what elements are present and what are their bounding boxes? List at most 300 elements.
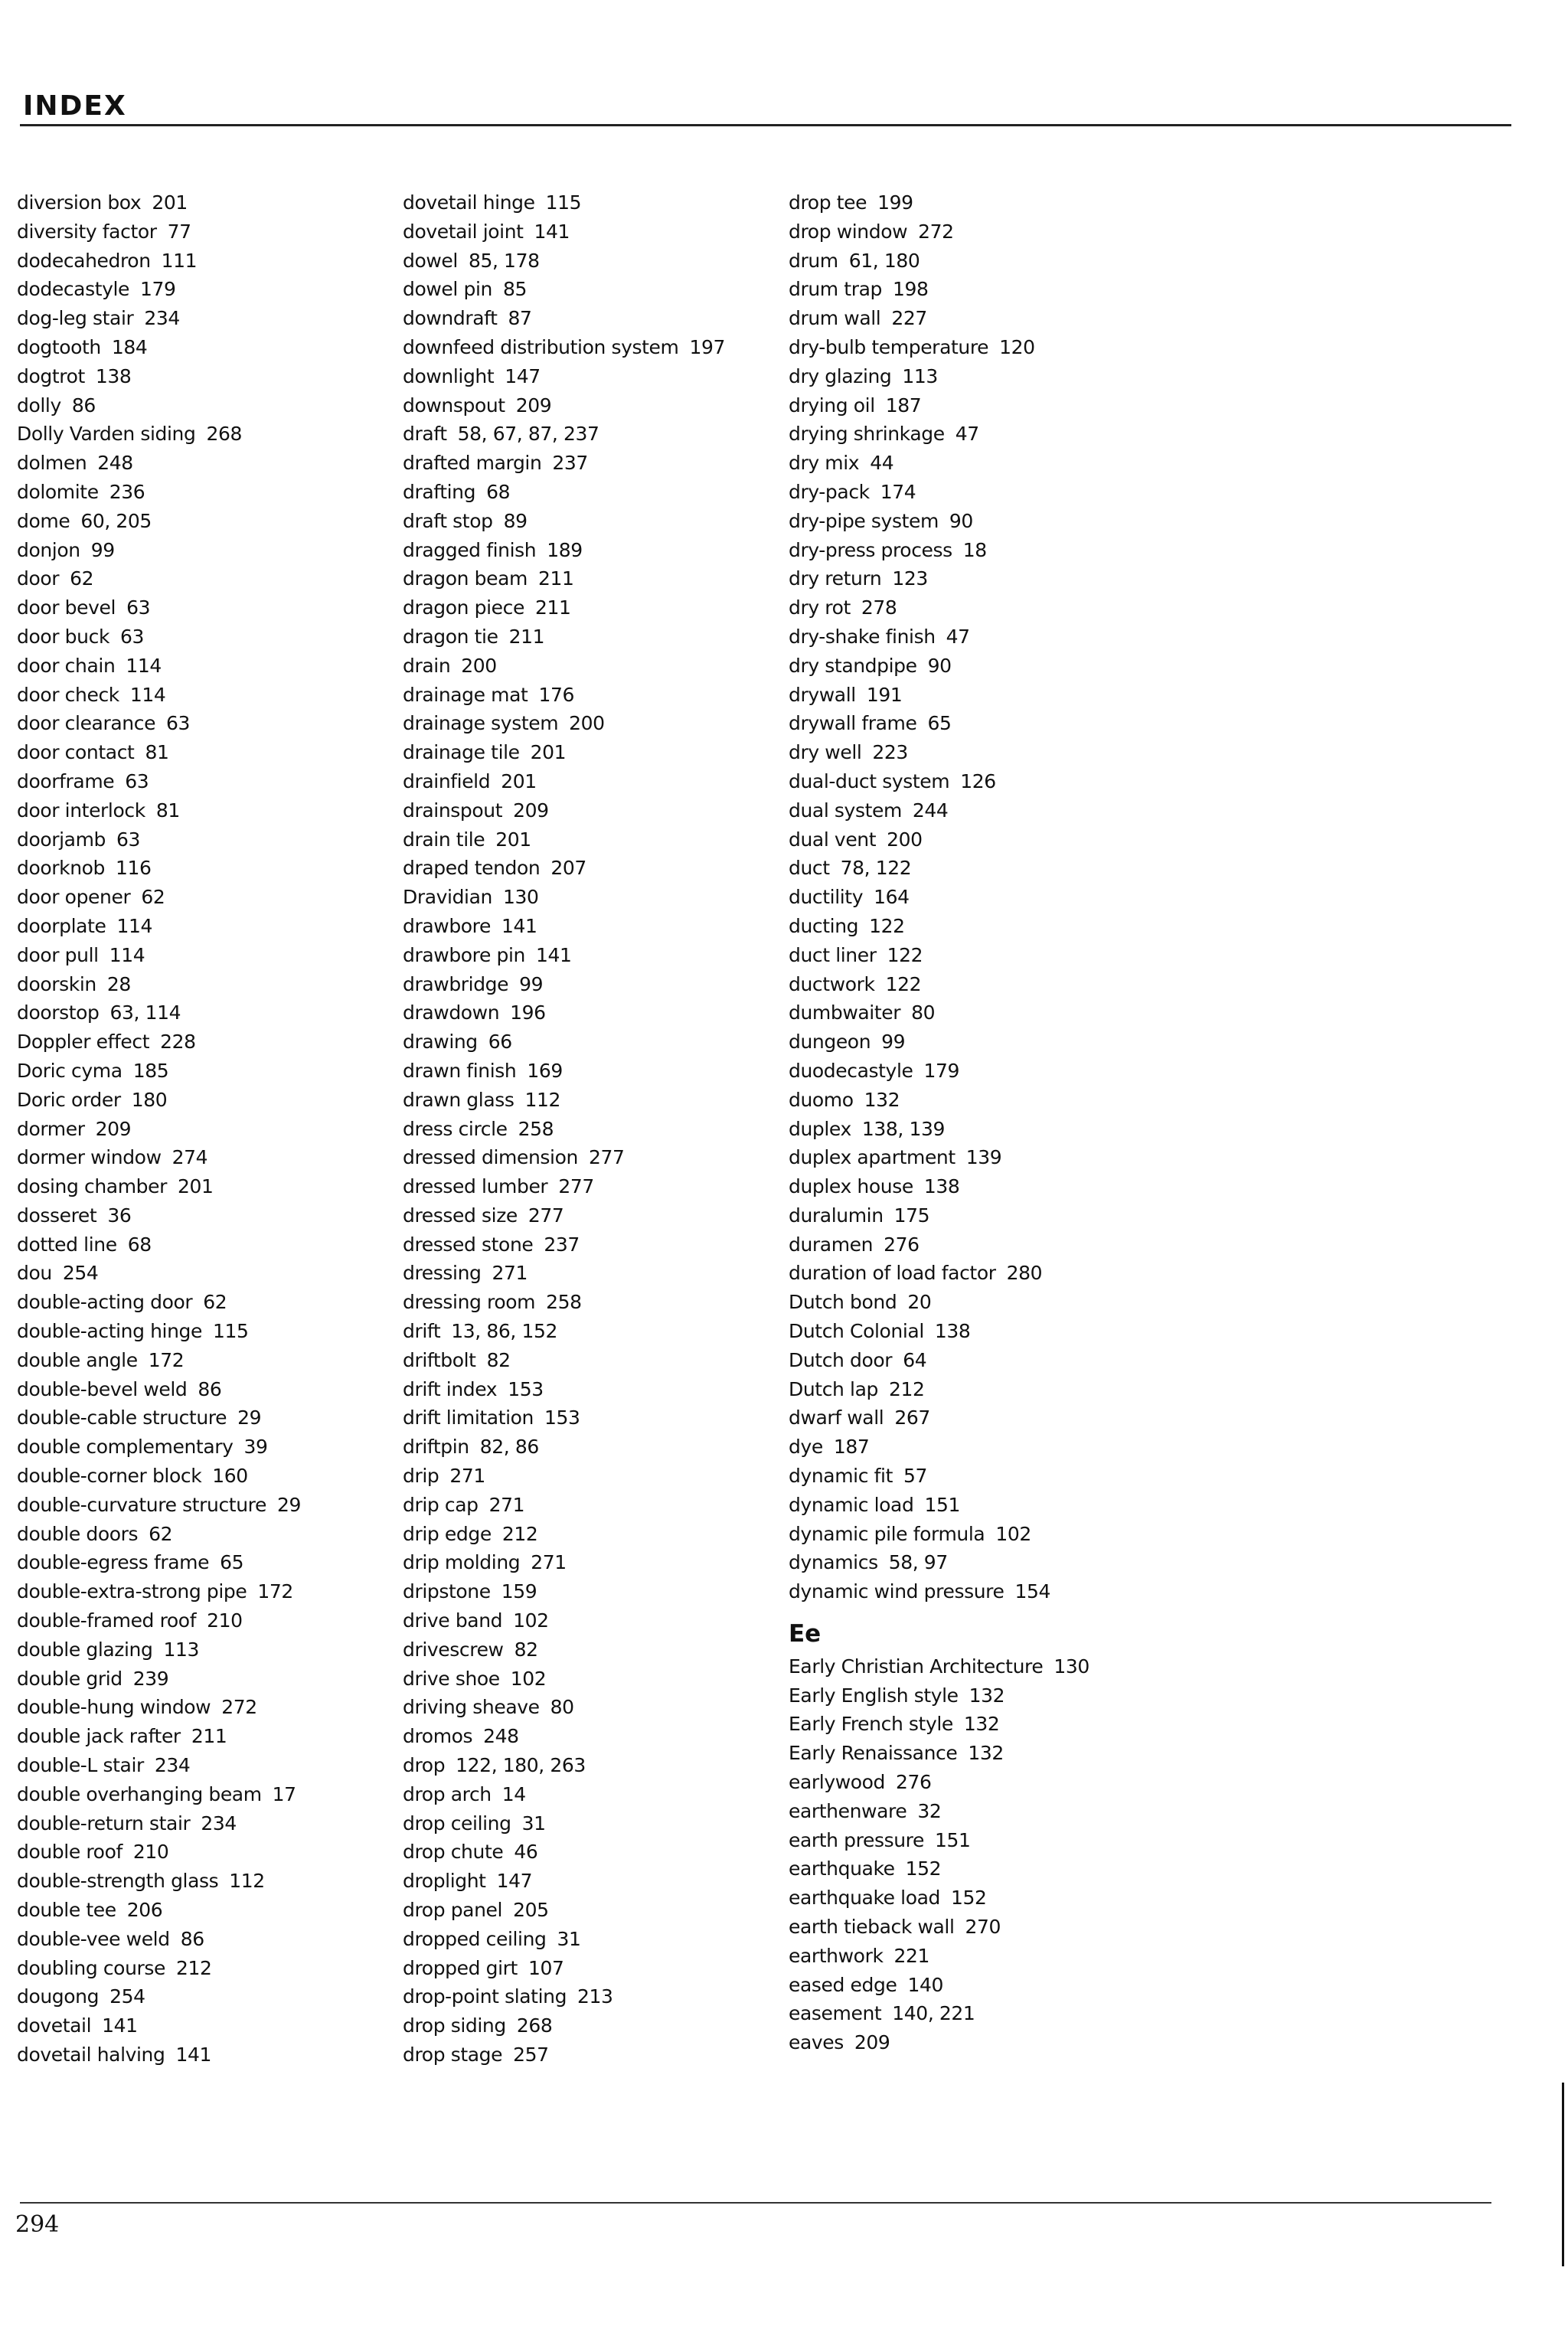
index-pages: 132 <box>969 1684 1005 1707</box>
index-pages: 28 <box>106 972 131 995</box>
index-term: drop <box>403 1754 446 1777</box>
index-pages: 160 <box>212 1465 248 1488</box>
index-entry <box>17 1143 446 1172</box>
index-term: diversion box <box>17 191 142 214</box>
index-term: draft <box>403 423 447 446</box>
index-entry <box>403 912 831 941</box>
index-entry <box>789 1854 1217 1884</box>
index-pages: 140, 221 <box>892 2002 975 2025</box>
index-pages: 63, 114 <box>109 1001 181 1024</box>
index-pages: 176 <box>538 683 574 706</box>
index-term: drawbridge <box>403 972 509 995</box>
index-entry <box>789 449 1217 478</box>
index-pages: 201 <box>530 741 567 764</box>
index-pages: 209 <box>854 2031 890 2054</box>
index-term: drip molding <box>403 1551 521 1574</box>
page-title: INDEX <box>23 90 127 122</box>
index-entry <box>17 2040 446 2070</box>
page-number: 294 <box>15 2211 60 2238</box>
index-pages: 122 <box>887 943 923 966</box>
index-term: drive band <box>403 1609 503 1632</box>
index-term: dogtrot <box>17 364 85 387</box>
index-pages: 278 <box>861 596 897 619</box>
index-entry <box>403 1635 831 1665</box>
index-entry <box>403 1548 831 1577</box>
index-term: double-bevel weld <box>17 1377 188 1400</box>
index-term: drip cap <box>403 1493 479 1516</box>
index-entry <box>403 1954 831 1983</box>
index-term: dripstone <box>403 1580 491 1603</box>
index-term: ductility <box>789 886 864 909</box>
index-entry <box>789 1086 1217 1115</box>
index-entry <box>17 275 446 304</box>
index-entry <box>403 1375 831 1404</box>
index-pages: 62 <box>149 1522 173 1545</box>
index-entry <box>789 1913 1217 1942</box>
index-term: drainspout <box>403 799 503 822</box>
index-entry <box>403 1751 831 1780</box>
index-entry <box>17 1172 446 1201</box>
index-term: drafting <box>403 480 476 503</box>
index-pages: 63 <box>116 828 141 851</box>
index-term: doorframe <box>17 769 115 792</box>
index-entry <box>789 1433 1217 1462</box>
index-pages: 123 <box>892 567 928 590</box>
scan-edge-mark <box>1562 2083 1564 2266</box>
index-term: dolomite <box>17 480 99 503</box>
index-term: door check <box>17 683 119 706</box>
index-entry <box>17 738 446 767</box>
index-term: drawbore <box>403 914 491 937</box>
index-pages: 270 <box>965 1916 1001 1939</box>
index-entry <box>17 362 446 391</box>
index-entry <box>403 1462 831 1491</box>
index-entry <box>789 1028 1217 1057</box>
index-term: drum <box>789 249 838 272</box>
index-pages: 187 <box>885 394 922 417</box>
index-pages: 201 <box>501 769 537 792</box>
index-entry <box>403 420 831 449</box>
index-entry <box>789 333 1217 362</box>
index-entry <box>789 1115 1217 1144</box>
index-pages: 151 <box>924 1493 960 1516</box>
index-term: Early French style <box>789 1713 953 1736</box>
index-pages: 58, 97 <box>888 1551 948 1574</box>
index-pages: 115 <box>545 191 582 214</box>
index-term: ducting <box>789 914 859 937</box>
index-pages: 64 <box>903 1348 927 1371</box>
index-pages: 180 <box>131 1088 168 1111</box>
index-pages: 63 <box>120 625 145 648</box>
index-term: dressed size <box>403 1204 518 1227</box>
index-column-1 <box>17 188 446 2070</box>
index-pages: 44 <box>870 452 894 475</box>
index-pages: 65 <box>927 712 952 735</box>
index-pages: 172 <box>148 1348 185 1371</box>
index-term: dressing room <box>403 1291 536 1314</box>
index-term: drop stage <box>403 2044 503 2066</box>
index-entry <box>403 709 831 738</box>
index-term: doorskin <box>17 972 96 995</box>
index-entry <box>403 1317 831 1346</box>
index-pages: 175 <box>893 1204 930 1227</box>
index-term: dodecastyle <box>17 278 130 301</box>
index-term: door contact <box>17 741 135 764</box>
index-pages: 86 <box>71 394 96 417</box>
index-entry <box>789 536 1217 565</box>
index-term: drivescrew <box>403 1638 504 1661</box>
index-entry <box>403 1288 831 1317</box>
index-entry <box>403 536 831 565</box>
index-pages: 114 <box>126 654 162 677</box>
index-term: double-return stair <box>17 1812 191 1834</box>
index-term: double-hung window <box>17 1696 211 1719</box>
index-term: door chain <box>17 654 116 677</box>
index-pages: 211 <box>508 625 545 648</box>
index-term: duct liner <box>789 943 877 966</box>
index-entry <box>403 1346 831 1375</box>
index-pages: 228 <box>160 1031 196 1054</box>
index-entry <box>403 1722 831 1751</box>
index-entry <box>403 1028 831 1057</box>
index-pages: 196 <box>510 1001 546 1024</box>
index-term: dynamics <box>789 1551 878 1574</box>
index-entry <box>789 593 1217 622</box>
index-pages: 111 <box>161 249 198 272</box>
index-term: dual vent <box>789 828 877 851</box>
index-pages: 68 <box>127 1233 152 1256</box>
index-term: eased edge <box>789 1973 897 1996</box>
index-term: dry return <box>789 567 882 590</box>
index-entry <box>17 420 446 449</box>
section-heading: Ee <box>789 1620 822 1648</box>
index-pages: 141 <box>534 220 570 243</box>
index-pages: 57 <box>903 1465 927 1488</box>
index-pages: 46 <box>514 1841 538 1864</box>
index-entry <box>17 536 446 565</box>
index-pages: 39 <box>243 1436 268 1459</box>
index-pages: 207 <box>550 857 586 880</box>
index-entry <box>789 507 1217 536</box>
index-pages: 271 <box>492 1262 528 1285</box>
index-term: dosing chamber <box>17 1175 167 1198</box>
index-term: dou <box>17 1262 52 1285</box>
index-entry <box>403 1230 831 1259</box>
index-term: dynamic wind pressure <box>789 1580 1004 1603</box>
index-entry <box>17 622 446 652</box>
index-term: drop panel <box>403 1899 503 1922</box>
index-term: dry-pipe system <box>789 509 939 532</box>
index-entry <box>789 420 1217 449</box>
index-term: drop-point slating <box>403 1985 567 2008</box>
index-pages: 268 <box>206 423 242 446</box>
index-term: door bevel <box>17 596 116 619</box>
index-entry <box>789 1259 1217 1288</box>
index-term: drawn finish <box>403 1059 517 1082</box>
index-term: dowel pin <box>403 278 492 301</box>
index-pages: 120 <box>999 335 1035 358</box>
index-entry <box>17 652 446 681</box>
index-term: dry-bulb temperature <box>789 335 989 358</box>
index-pages: 209 <box>513 799 549 822</box>
index-pages: 272 <box>221 1696 257 1719</box>
index-pages: 153 <box>544 1407 580 1429</box>
index-pages: 130 <box>502 886 539 909</box>
index-entry <box>403 1086 831 1115</box>
index-term: dormer window <box>17 1146 162 1169</box>
index-entry <box>789 970 1217 999</box>
index-pages: 277 <box>588 1146 625 1169</box>
index-entry <box>17 1201 446 1230</box>
index-term: dynamic pile formula <box>789 1522 985 1545</box>
index-term: duomo <box>789 1088 854 1111</box>
index-term: dovetail joint <box>403 220 524 243</box>
index-term: dry-shake finish <box>789 625 936 648</box>
index-pages: 141 <box>102 2014 138 2037</box>
index-entry <box>17 681 446 710</box>
index-entry <box>17 564 446 593</box>
index-term: drop ceiling <box>403 1812 511 1834</box>
index-pages: 200 <box>569 712 605 735</box>
index-entry <box>403 1403 831 1433</box>
index-entry <box>403 333 831 362</box>
index-term: draped tendon <box>403 857 541 880</box>
index-term: dressing <box>403 1262 482 1285</box>
index-pages: 90 <box>927 654 952 677</box>
index-entry <box>403 391 831 420</box>
index-term: Doric cyma <box>17 1059 122 1082</box>
index-entry <box>789 1375 1217 1404</box>
index-term: duralumin <box>789 1204 884 1227</box>
index-pages: 82, 86 <box>479 1436 539 1459</box>
index-term: duplex <box>789 1117 851 1140</box>
index-pages: 81 <box>145 741 169 764</box>
index-term: Doppler effect <box>17 1031 150 1054</box>
index-entry <box>403 217 831 247</box>
index-term: earthwork <box>789 1944 884 1967</box>
index-pages: 151 <box>934 1828 971 1851</box>
index-pages: 102 <box>510 1667 547 1690</box>
index-pages: 213 <box>577 1985 613 2008</box>
index-pages: 102 <box>513 1609 549 1632</box>
index-term: dolly <box>17 394 61 417</box>
index-pages: 80 <box>911 1001 936 1024</box>
index-pages: 62 <box>141 886 165 909</box>
index-term: dry standpipe <box>789 654 917 677</box>
index-entry <box>789 1462 1217 1491</box>
index-pages: 86 <box>180 1927 204 1950</box>
index-pages: 114 <box>116 914 152 937</box>
index-entry <box>403 854 831 883</box>
index-entry <box>17 709 446 738</box>
index-pages: 113 <box>163 1638 200 1661</box>
index-pages: 244 <box>912 799 949 822</box>
index-term: earthenware <box>789 1799 907 1822</box>
index-term: Doric order <box>17 1088 121 1111</box>
index-entry <box>17 1751 446 1780</box>
index-entry <box>789 217 1217 247</box>
index-entry <box>17 1259 446 1288</box>
index-term: dry glazing <box>789 364 892 387</box>
index-entry <box>403 1057 831 1086</box>
index-term: drywall frame <box>789 712 917 735</box>
index-pages: 29 <box>237 1407 262 1429</box>
index-pages: 63 <box>125 769 149 792</box>
index-term: drift limitation <box>403 1407 534 1429</box>
index-pages: 112 <box>524 1088 561 1111</box>
index-pages: 189 <box>547 538 583 561</box>
index-pages: 102 <box>995 1522 1031 1545</box>
index-term: drainage system <box>403 712 559 735</box>
index-term: drawdown <box>403 1001 500 1024</box>
index-term: double-egress frame <box>17 1551 210 1574</box>
index-column-3 <box>789 188 1217 2057</box>
index-entry <box>403 1577 831 1606</box>
index-term: drop arch <box>403 1782 492 1805</box>
index-pages: 271 <box>449 1465 485 1488</box>
index-entry <box>403 622 831 652</box>
index-term: double angle <box>17 1348 138 1371</box>
index-entry <box>403 1867 831 1896</box>
index-pages: 237 <box>552 452 588 475</box>
index-term: dye <box>789 1436 823 1459</box>
index-entry <box>403 564 831 593</box>
index-entry <box>403 1665 831 1694</box>
index-term: dressed dimension <box>403 1146 578 1169</box>
index-term: dungeon <box>789 1031 871 1054</box>
index-pages: 17 <box>272 1782 296 1805</box>
index-pages: 234 <box>201 1812 237 1834</box>
index-entry <box>789 825 1217 854</box>
index-term: dressed lumber <box>403 1175 548 1198</box>
index-term: dromos <box>403 1725 473 1748</box>
index-term: earlywood <box>789 1771 886 1794</box>
index-term: dry rot <box>789 596 851 619</box>
index-entry <box>789 1403 1217 1433</box>
index-entry <box>789 883 1217 912</box>
index-entry <box>17 478 446 507</box>
index-term: downfeed distribution system <box>403 335 679 358</box>
index-entry <box>403 1172 831 1201</box>
index-pages: 152 <box>905 1857 942 1880</box>
index-entry <box>789 1548 1217 1577</box>
index-entry <box>17 1548 446 1577</box>
index-term: dynamic fit <box>789 1465 893 1488</box>
index-entry <box>17 1954 446 1983</box>
index-term: double-curvature structure <box>17 1493 266 1516</box>
index-entry <box>789 1710 1217 1739</box>
index-pages: 122 <box>885 972 922 995</box>
index-entry <box>403 1925 831 1954</box>
index-term: drafted margin <box>403 452 542 475</box>
index-entry <box>17 854 446 883</box>
index-term: duration of load factor <box>789 1262 996 1285</box>
index-pages: 115 <box>213 1320 249 1343</box>
index-term: door opener <box>17 886 131 909</box>
index-term: dragged finish <box>403 538 537 561</box>
index-term: dodecahedron <box>17 249 151 272</box>
index-term: double overhanging beam <box>17 1782 262 1805</box>
index-term: driving sheave <box>403 1696 540 1719</box>
index-pages: 277 <box>528 1204 564 1227</box>
index-term: dropped girt <box>403 1956 518 1979</box>
index-pages: 159 <box>501 1580 537 1603</box>
index-entry <box>789 912 1217 941</box>
index-entry <box>17 507 446 536</box>
index-pages: 138 <box>934 1320 971 1343</box>
index-pages: 80 <box>550 1696 574 1719</box>
index-entry <box>17 593 446 622</box>
index-pages: 114 <box>129 683 166 706</box>
index-pages: 172 <box>257 1580 293 1603</box>
index-entry <box>403 796 831 825</box>
index-entry <box>403 941 831 970</box>
index-pages: 78, 122 <box>840 857 912 880</box>
index-term: duplex house <box>789 1175 913 1198</box>
index-pages: 116 <box>116 857 152 880</box>
index-term: droplight <box>403 1870 486 1893</box>
index-term: dowel <box>403 249 458 272</box>
index-pages: 223 <box>872 741 908 764</box>
index-term: drawn glass <box>403 1088 514 1111</box>
index-entry <box>403 507 831 536</box>
index-term: dry well <box>789 741 862 764</box>
index-term: dragon piece <box>403 596 524 619</box>
index-pages: 62 <box>70 567 94 590</box>
index-entry <box>17 796 446 825</box>
index-pages: 212 <box>888 1377 925 1400</box>
index-entry <box>17 1115 446 1144</box>
index-pages: 239 <box>132 1667 169 1690</box>
index-column-2 <box>403 188 831 2070</box>
header-rule <box>20 124 1511 126</box>
index-entry <box>17 1346 446 1375</box>
index-pages: 277 <box>558 1175 594 1198</box>
index-entry <box>17 1867 446 1896</box>
index-pages: 209 <box>95 1117 132 1140</box>
index-entry <box>403 1259 831 1288</box>
index-term: earthquake load <box>789 1887 941 1910</box>
index-pages: 248 <box>483 1725 519 1748</box>
index-pages: 200 <box>887 828 923 851</box>
index-entry <box>789 854 1217 883</box>
index-entry <box>17 2011 446 2040</box>
index-entry <box>403 304 831 333</box>
index-entry <box>17 941 446 970</box>
index-term: double-vee weld <box>17 1927 170 1950</box>
index-pages: 32 <box>917 1799 942 1822</box>
index-term: double-acting door <box>17 1291 193 1314</box>
index-pages: 62 <box>203 1291 227 1314</box>
index-term: eaves <box>789 2031 844 2054</box>
index-pages: 164 <box>874 886 910 909</box>
index-term: driftpin <box>403 1436 469 1459</box>
index-pages: 58, 67, 87, 237 <box>457 423 599 446</box>
index-entry <box>789 1797 1217 1826</box>
index-entry <box>17 1433 446 1462</box>
index-entry <box>17 883 446 912</box>
index-term: drain tile <box>403 828 485 851</box>
index-entry <box>403 478 831 507</box>
index-term: duramen <box>789 1233 874 1256</box>
index-term: doubling course <box>17 1956 166 1979</box>
index-pages: 86 <box>198 1377 222 1400</box>
index-term: draft stop <box>403 509 493 532</box>
index-term: drip <box>403 1465 439 1488</box>
index-pages: 107 <box>528 1956 564 1979</box>
index-term: drying shrinkage <box>789 423 945 446</box>
index-pages: 179 <box>923 1059 960 1082</box>
